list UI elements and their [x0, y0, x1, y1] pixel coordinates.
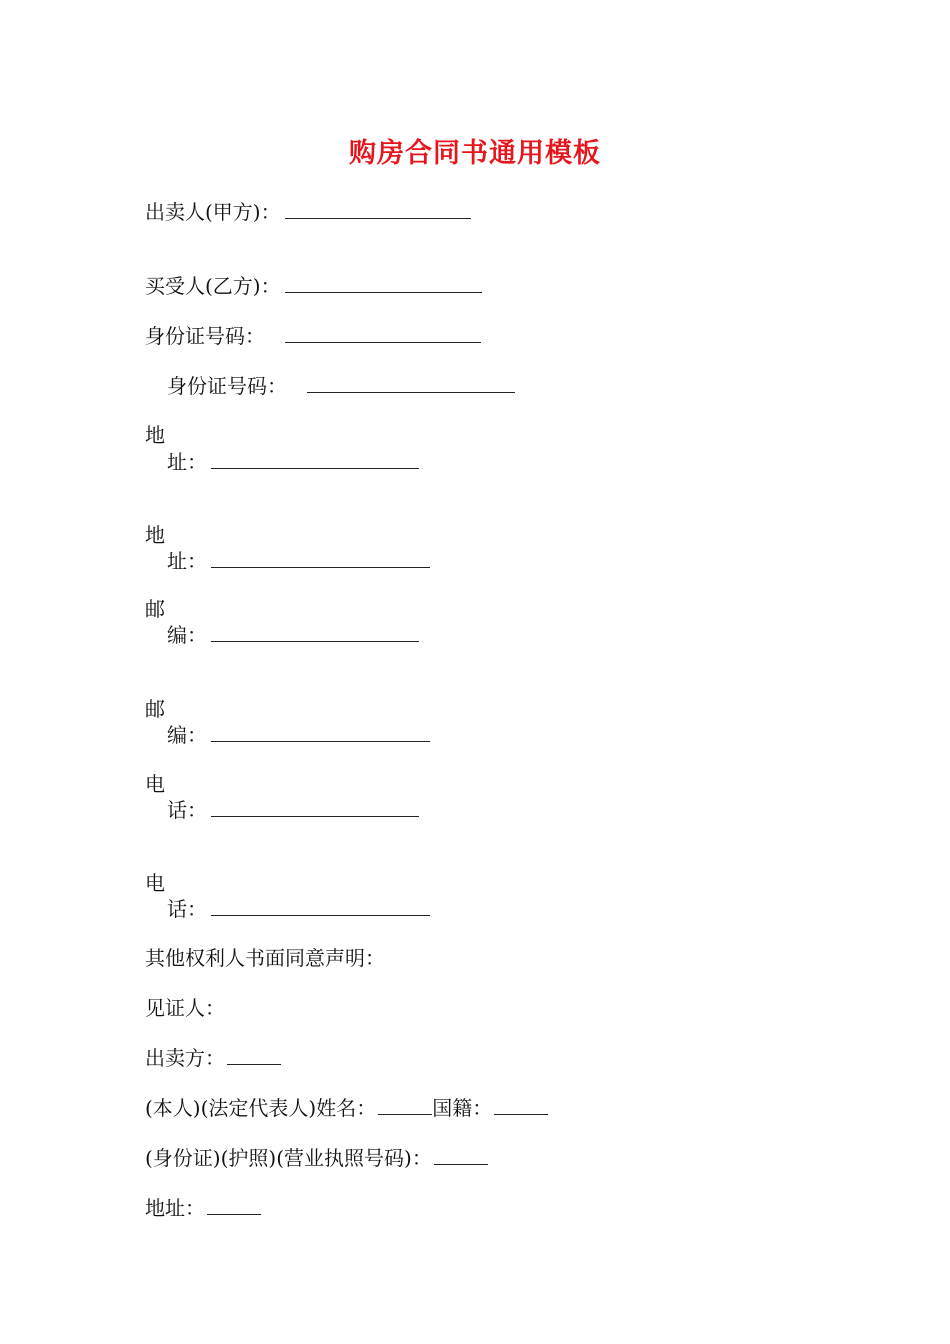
seller-party-row	[145, 199, 471, 225]
seller-party-blank[interactable]	[285, 200, 471, 219]
postcode-1-char-top: 邮	[145, 597, 165, 621]
buyer-party-label: 买受人(乙方)：	[145, 274, 281, 298]
address-1-blank[interactable]	[211, 450, 419, 469]
id-number-label-2: 身份证号码：	[167, 374, 287, 398]
consent-statement: 其他权利人书面同意声明：	[145, 946, 385, 970]
postcode-2-row	[167, 722, 430, 748]
address-1-char-top: 地	[145, 423, 165, 447]
postcode-1-label: 编：	[167, 623, 207, 647]
id-number-blank-2[interactable]	[307, 374, 515, 393]
phone-1-char-top: 电	[145, 772, 165, 796]
postcode-2-char-top: 邮	[145, 697, 165, 721]
postcode-1-row	[167, 622, 419, 648]
postcode-2-blank[interactable]	[211, 723, 430, 742]
address-1-row	[167, 449, 419, 475]
phone-1-row	[167, 797, 419, 823]
name-label: (本人)(法定代表人)姓名：	[145, 1096, 377, 1120]
phone-2-label: 话：	[167, 897, 207, 921]
seller-blank[interactable]	[227, 1046, 281, 1065]
buyer-party-row	[145, 273, 482, 299]
postcode-2-label: 编：	[167, 723, 207, 747]
nationality-label: 国籍：	[432, 1096, 493, 1120]
name-blank[interactable]	[378, 1096, 432, 1115]
address-1-label: 址：	[167, 450, 207, 474]
address-2-char-top: 地	[145, 523, 165, 547]
id-number-row-2	[167, 373, 515, 399]
buyer-party-blank[interactable]	[285, 274, 482, 293]
id-number-row-1	[145, 323, 481, 349]
id-type-label: (身份证)(护照)(营业执照号码)：	[145, 1146, 432, 1170]
id-number-label-1: 身份证号码：	[145, 324, 265, 348]
name-nationality-row	[145, 1095, 548, 1121]
id-type-blank[interactable]	[434, 1146, 488, 1165]
phone-1-label: 话：	[167, 798, 207, 822]
address-2-row	[167, 548, 430, 574]
id-type-row	[145, 1145, 488, 1171]
phone-2-row	[167, 896, 430, 922]
phone-2-char-top: 电	[145, 871, 165, 895]
address-2-label: 址：	[167, 549, 207, 573]
seller-address-label: 地址：	[145, 1196, 205, 1220]
seller-row	[145, 1045, 281, 1071]
nationality-blank[interactable]	[494, 1096, 548, 1115]
seller-address-blank[interactable]	[207, 1196, 261, 1215]
document-title: 购房合同书通用模板	[349, 138, 601, 169]
id-number-blank-1[interactable]	[285, 324, 481, 343]
phone-1-blank[interactable]	[211, 798, 419, 817]
witness-label: 见证人：	[145, 996, 225, 1020]
phone-2-blank[interactable]	[211, 897, 430, 916]
seller-label: 出卖方：	[145, 1046, 225, 1070]
seller-party-label: 出卖人(甲方)：	[145, 200, 281, 224]
address-2-blank[interactable]	[211, 549, 430, 568]
seller-address-row	[145, 1195, 261, 1221]
postcode-1-blank[interactable]	[211, 623, 419, 642]
